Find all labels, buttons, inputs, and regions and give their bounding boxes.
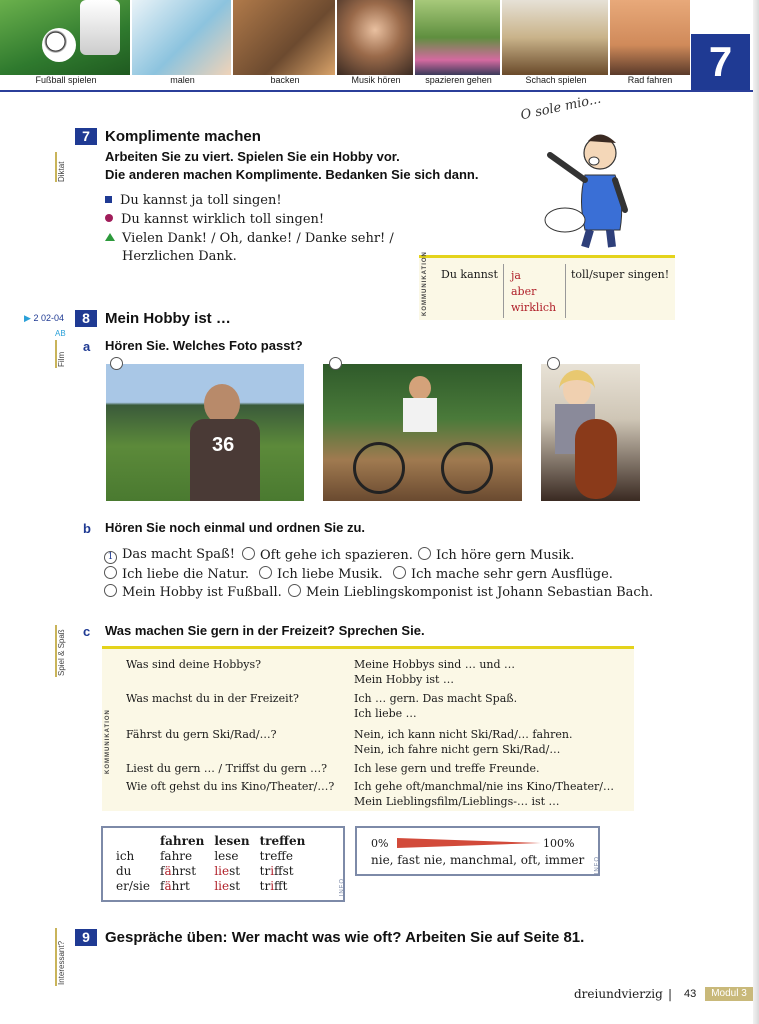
photo-1-radio[interactable] xyxy=(110,357,123,370)
side-label-diktat: Diktat xyxy=(57,161,66,182)
option-radio[interactable] xyxy=(242,547,255,560)
exercise-7-title: Komplimente machen xyxy=(105,128,261,145)
kom-word: ja xyxy=(511,269,521,282)
info-label: INFO xyxy=(339,878,345,897)
answer-line: Meine Hobbys sind … und … xyxy=(354,658,516,671)
option-text: Das macht Spaß! xyxy=(122,547,235,562)
task-c-instruction: Was machen Sie gern in der Freizeit? Sprechen Sie. xyxy=(105,623,425,638)
unit-number: 7 xyxy=(691,34,750,90)
answer-line: Mein Lieblingsfilm/Lieblings-… ist … xyxy=(354,795,560,808)
question-1: Was sind deine Hobbys? xyxy=(126,658,262,671)
bullet-1 xyxy=(105,191,282,210)
exercise-9-title: Gespräche üben: Wer macht was wie oft? Arbeiten Sie auf Seite 81. xyxy=(105,929,585,946)
option-text: Ich höre gern Musik. xyxy=(436,548,575,563)
photo-3-radio[interactable] xyxy=(547,357,560,370)
conjugation-table xyxy=(111,834,310,894)
question-2: Was machst du in der Freizeit? xyxy=(126,692,299,705)
footer-separator: | xyxy=(668,987,673,1001)
photo-cyclist[interactable] xyxy=(323,364,522,501)
caption: backen xyxy=(270,75,300,85)
footer-page-word: dreiundvierzig xyxy=(574,987,663,1001)
kommunikation-label: KOMMUNIKATION xyxy=(422,251,428,316)
exercise-7-instruction-2: Die anderen machen Komplimente. Bedanken Sie sich dann. xyxy=(105,167,479,182)
triangle-bullet-icon xyxy=(105,233,115,241)
side-label-film: Film xyxy=(57,351,66,367)
side-label-spiel: Spiel & Spaß xyxy=(57,629,66,676)
answer-line: Ich … gern. Das macht Spaß. xyxy=(354,692,518,705)
pronoun: er/sie xyxy=(116,879,150,893)
pronoun: du xyxy=(116,864,132,878)
footer-module-badge: Modul 3 xyxy=(705,987,753,1001)
kommunikation-box-7 xyxy=(419,251,675,320)
page-edge xyxy=(753,0,759,1024)
verb-form: triffst xyxy=(259,864,294,878)
side-label-interessant: Interessant? xyxy=(57,940,66,985)
verb-form: lese xyxy=(214,849,239,863)
exercise-9-number: 9 xyxy=(75,929,97,946)
verb-form: liest xyxy=(214,879,241,893)
info-label: INFO xyxy=(594,856,600,875)
verb-header: treffen xyxy=(259,834,306,848)
photo-strip xyxy=(0,0,690,75)
option-2[interactable] xyxy=(242,547,413,563)
photo-musik xyxy=(337,0,415,75)
answer-line: Ich liebe … xyxy=(354,707,417,720)
option-text: Ich mache sehr gern Ausflüge. xyxy=(411,567,613,582)
bullet-2 xyxy=(105,210,324,229)
option-number: 1 xyxy=(104,551,117,564)
question-4: Liest du gern … / Triffst du gern …? xyxy=(126,762,328,775)
caption: spazieren gehen xyxy=(425,75,492,85)
frequency-end: 100% xyxy=(543,837,575,850)
photo-fussball xyxy=(0,0,132,75)
bullet-text: Du kannst ja toll singen! xyxy=(120,193,282,208)
verb-header: fahren xyxy=(159,834,205,848)
caption: Musik hören xyxy=(351,75,401,85)
caption: Fußball spielen xyxy=(35,75,97,85)
photo-spazieren xyxy=(415,0,502,75)
photo-rad xyxy=(610,0,690,75)
option-text: Ich liebe die Natur. xyxy=(122,567,250,582)
verb-form: trifft xyxy=(259,879,288,893)
frequency-info-box xyxy=(355,826,600,876)
question-5: Wie oft gehst du ins Kino/Theater/…? xyxy=(126,780,335,793)
photo-backen xyxy=(233,0,337,75)
photo-2-radio[interactable] xyxy=(329,357,342,370)
track-number: 2 02-04 xyxy=(33,313,64,323)
bullet-3-continued: Herzlichen Dank. xyxy=(122,249,237,264)
pronoun: ich xyxy=(116,849,135,863)
bullet-text: Du kannst wirklich toll singen! xyxy=(121,212,325,227)
ab-label: AB xyxy=(55,329,66,338)
kommunikation-label: KOMMUNIKATION xyxy=(105,709,111,774)
task-b-instruction: Hören Sie noch einmal und ordnen Sie zu. xyxy=(105,520,366,535)
option-6[interactable] xyxy=(393,566,613,582)
verb-form: fährst xyxy=(159,864,197,878)
bullet-3 xyxy=(105,229,394,248)
task-a-letter: a xyxy=(83,339,91,354)
singing-man-illustration xyxy=(530,125,640,250)
square-bullet-icon xyxy=(105,196,112,203)
photo-football-player[interactable]: 36 xyxy=(106,364,304,501)
task-c-letter: c xyxy=(83,624,91,639)
photo-malen xyxy=(132,0,233,75)
verb-form: fahre xyxy=(159,849,193,863)
bullet-text: Vielen Dank! / Oh, danke! / Danke sehr! / xyxy=(122,231,394,246)
audio-track[interactable]: ▶ 2 02-04 xyxy=(24,313,64,323)
answer-line: Mein Hobby ist … xyxy=(354,673,454,686)
option-4[interactable] xyxy=(104,566,249,582)
answer-line: Nein, ich fahre nicht gern Ski/Rad/… xyxy=(354,743,561,756)
answer-4: Ich lese gern und treffe Freunde. xyxy=(354,762,540,775)
option-8[interactable] xyxy=(288,584,653,600)
exercise-7-number: 7 xyxy=(75,128,97,145)
kom-col-1: Du kannst xyxy=(441,268,498,281)
exercise-7-instruction-1: Arbeiten Sie zu viert. Spielen Sie ein Hobby vor. xyxy=(105,149,400,164)
answer-line: Nein, ich kann nicht Ski/Rad/… fahren. xyxy=(354,728,573,741)
option-5[interactable] xyxy=(259,566,383,582)
top-divider xyxy=(0,90,759,92)
option-1[interactable] xyxy=(104,547,235,564)
question-3: Fährst du gern Ski/Rad/…? xyxy=(126,728,277,741)
footer-page-number: 43 xyxy=(684,988,697,1000)
answer-3 xyxy=(354,727,572,757)
conjugation-info-box xyxy=(101,826,345,902)
option-radio[interactable] xyxy=(288,584,301,597)
kom-word: aber xyxy=(511,285,537,298)
option-3[interactable] xyxy=(418,547,574,563)
speech-text: O sole mio... xyxy=(519,91,603,124)
photo-schach xyxy=(502,0,610,75)
verb-form: treffe xyxy=(259,849,293,863)
option-text: Mein Lieblingskomponist ist Johann Sebastian Bach. xyxy=(306,585,654,600)
answer-line: Ich gehe oft/manchmal/nie ins Kino/Theater/… xyxy=(354,780,614,793)
option-text: Ich liebe Musik. xyxy=(277,567,383,582)
photo-cellist[interactable] xyxy=(541,364,640,501)
caption: Schach spielen xyxy=(525,75,587,85)
option-7[interactable] xyxy=(104,584,282,600)
verb-header: lesen xyxy=(214,834,250,848)
frequency-start: 0% xyxy=(371,837,389,850)
option-radio[interactable] xyxy=(418,547,431,560)
task-a-instruction: Hören Sie. Welches Foto passt? xyxy=(105,338,303,353)
option-radio[interactable] xyxy=(393,566,406,579)
kom-col-2 xyxy=(511,268,556,316)
verb-form: liest xyxy=(214,864,241,878)
option-radio[interactable] xyxy=(104,584,117,597)
caption: malen xyxy=(170,75,195,85)
option-radio[interactable] xyxy=(104,566,117,579)
kommunikation-box-8c xyxy=(102,646,634,811)
option-text: Oft gehe ich spazieren. xyxy=(260,548,413,563)
frequency-words: nie, fast nie, manchmal, oft, immer xyxy=(371,853,585,867)
exercise-8-number: 8 xyxy=(75,310,97,327)
answer-1 xyxy=(354,657,515,687)
verb-form: fährt xyxy=(159,879,190,893)
dot-bullet-icon xyxy=(105,214,113,222)
exercise-8-title: Mein Hobby ist … xyxy=(105,310,231,327)
frequency-wedge xyxy=(397,838,541,848)
kom-col-3: toll/super singen! xyxy=(571,268,670,281)
kom-word: wirklich xyxy=(511,301,557,314)
option-text: Mein Hobby ist Fußball. xyxy=(122,585,282,600)
answer-5 xyxy=(354,779,614,809)
caption: Rad fahren xyxy=(627,75,673,85)
task-b-letter: b xyxy=(83,521,91,536)
photo-captions xyxy=(0,75,690,89)
answer-2 xyxy=(354,691,517,721)
option-radio[interactable] xyxy=(259,566,272,579)
